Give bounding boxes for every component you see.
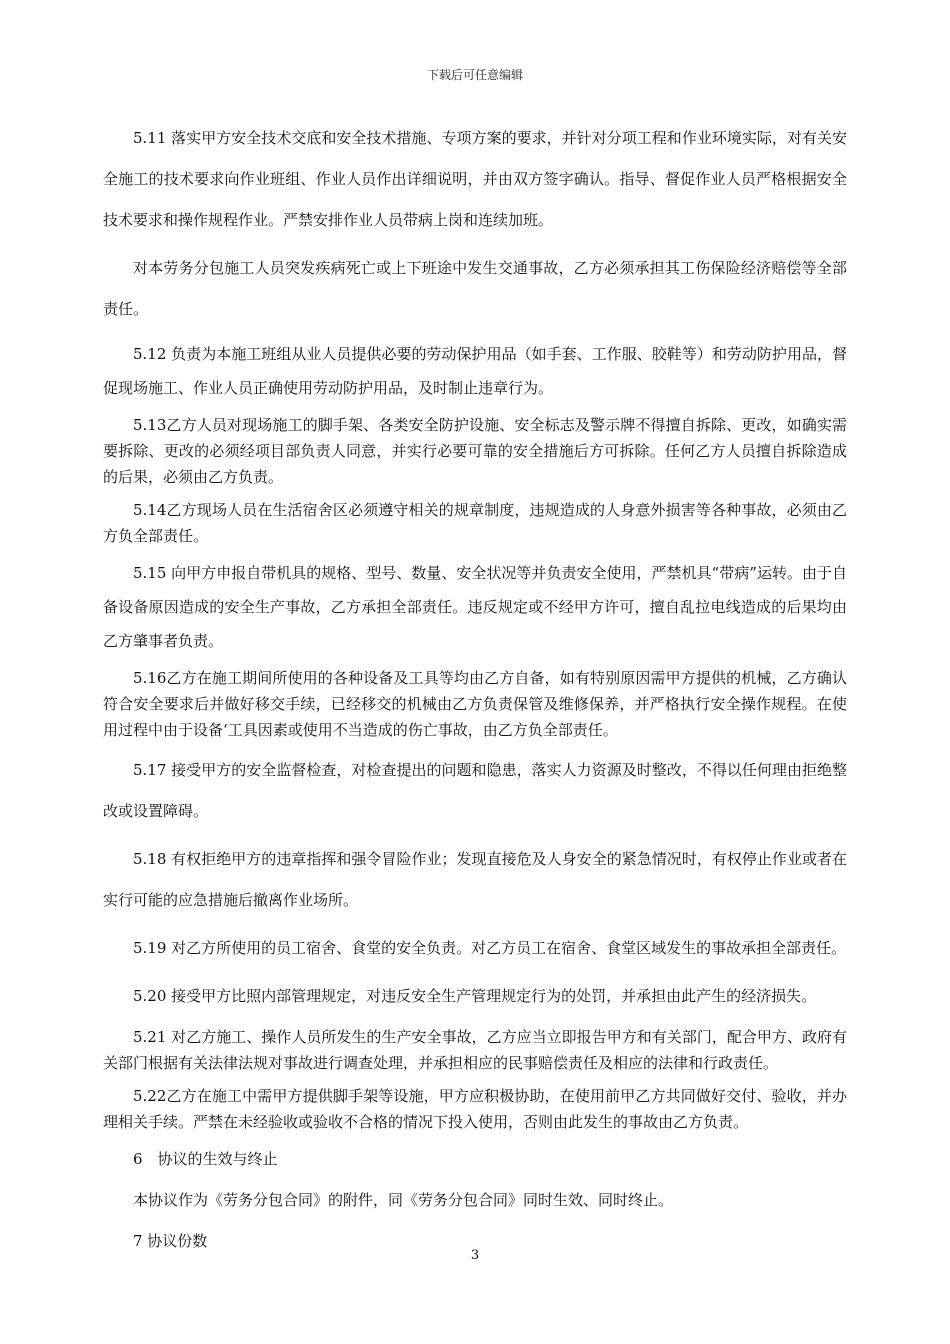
clause-5-20: 5.20 接受甲方比照内部管理规定，对违反安全生产管理规定行为的处罚，并承担由此产生的经济损失。 [133,987,817,1005]
clause-5-13: 5.13乙方人员对现场施工的脚手架、各类安全防护设施、安全标志及警示牌不得擅自拆除、更改，如确实需要拆除、更改的必须经项目部负责人同意，并实行必要可靠的安全措施后方可拆除。任何乙方人员擅自拆除造成的后果，必须由乙方负责。 [103,416,847,486]
page-header: 下载后可任意编辑 [426,68,523,82]
clause-5-16: 5.16乙方在施工期间所使用的各种设备及工具等均由乙方自备，如有特别原因需甲方提供的机械，乙方确认符合安全要求后并做好移交手续，已经移交的机械由乙方负责保管及维修保养，并严格执行安全操作规程。在使用过程中由于设备‘工具因素或使用不当造成的伤亡事故，由乙方负全部责任。 [103,669,847,739]
page-number: 3 [470,1248,480,1263]
clause-5-14: 5.14乙方现场人员在生活宿舍区必须遵守相关的规章制度，违规造成的人身意外损害等各种事故，必须由乙方负全部责任。 [103,501,847,545]
clause-5-15: 5.15 向甲方申报自带机具的规格、型号、数量、安全状况等并负责安全使用，严禁机具“带病”运转。由于自备设备原因造成的安全生产事故，乙方承担全部责任。违反规定或不经甲方许可，擅自乱拉电线造成的后果均由乙方肇事者负责。 [103,564,847,650]
document-body [103,118,847,1265]
clause-5-21: 5.21 对乙方施工、操作人员所发生的生产安全事故，乙方应当立即报告甲方和有关部门，配合甲方、政府有关部门根据有关法律法规对事故进行调查处理，并承担相应的民事赔偿责任及相应的法律和行政责任。 [103,1028,847,1072]
clause-5-11-supplement: 对本劳务分包施工人员突发疾病死亡或上下班途中发生交通事故，乙方必须承担其工伤保险经济赔偿等全部责任。 [103,259,847,318]
clause-5-18: 5.18 有权拒绝甲方的违章指挥和强令冒险作业；发现直接危及人身安全的紧急情况时，有权停止作业或者在实行可能的应急措施后撤离作业场所。 [103,850,847,909]
clause-5-11: 5.11 落实甲方安全技术交底和安全技术措施、专项方案的要求，并针对分项工程和作业环境实际，对有关安全施工的技术要求向作业班组、作业人员作出详细说明，并由双方签字确认。指导、督促作业人员严格根据安全技术要求和操作规程作业。严禁安排作业人员带病上岗和连续加班。 [103,129,847,229]
section-6-text: 本协议作为《劳务分包合同》的附件，同《劳务分包合同》同时生效、同时终止。 [133,1191,674,1209]
clause-5-22: 5.22乙方在施工中需甲方提供脚手架等设施，甲方应积极协助，在使用前甲乙方共同做好交付、验收，并办理相关手续。严禁在未经验收或验收不合格的情况下投入使用，否则由此发生的事故由乙方负责。 [103,1087,847,1131]
clause-5-17: 5.17 接受甲方的安全监督检查，对检查提出的问题和隐患，落实人力资源及时整改，不得以任何理由拒绝整改或设置障碍。 [103,761,847,820]
section-6-heading: 6 协议的生效与终止 [133,1150,278,1168]
section-7-heading: 7 协议份数 [133,1232,208,1250]
clause-5-12: 5.12 负责为本施工班组从业人员提供必要的劳动保护用品（如手套、工作服、胶鞋等）和劳动防护用品，督促现场施工、作业人员正确使用劳动防护用品，及时制止违章行为。 [103,345,847,397]
clause-5-19: 5.19 对乙方所使用的员工宿舍、食堂的安全负责。对乙方员工在宿舍、食堂区域发生的事故承担全部责任。 [133,939,847,957]
